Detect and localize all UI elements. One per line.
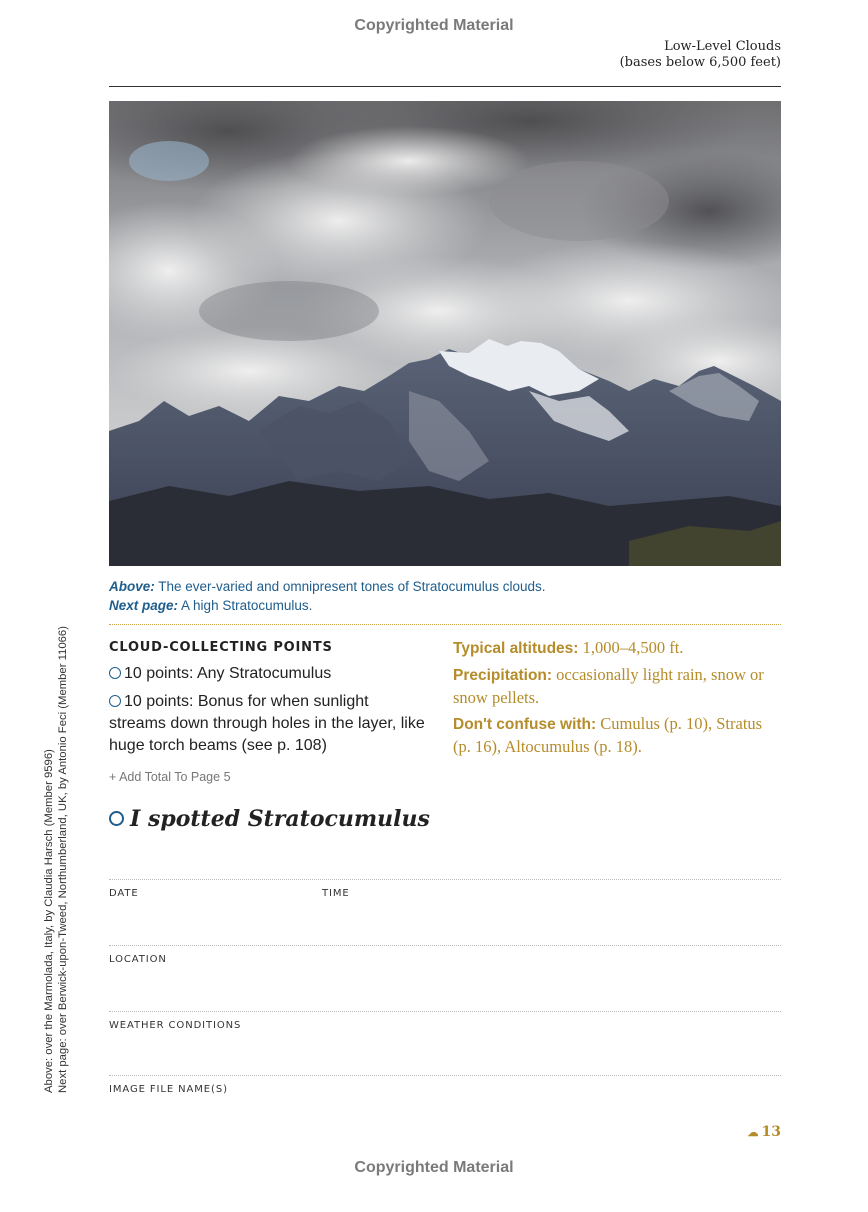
caption-next-label: Next page:	[109, 598, 179, 613]
checkbox-circle-icon[interactable]	[109, 695, 121, 707]
fact-label: Typical altitudes:	[453, 640, 579, 657]
points-item-text: 10 points: Bonus for when sunlight streams down through holes in the layer, like huge torch beams (see p. 108)	[109, 693, 425, 754]
running-head	[620, 39, 781, 71]
stratocumulus-photo	[109, 101, 781, 566]
caption-above	[109, 577, 781, 596]
photo-credits	[42, 626, 70, 1093]
page-number-value: 13	[761, 1124, 781, 1140]
caption-above-label: Above:	[109, 579, 155, 594]
points-item	[109, 663, 429, 685]
section-divider	[109, 624, 781, 625]
points-heading: CLOUD-COLLECTING POINTS	[109, 640, 333, 655]
checkbox-circle-icon[interactable]	[109, 667, 121, 679]
spotted-label: I spotted Stratocumulus	[130, 806, 430, 832]
page-number	[748, 1124, 781, 1140]
date-time-field[interactable]	[109, 879, 781, 880]
points-item	[109, 691, 429, 757]
copyright-watermark-top: Copyrighted Material	[354, 17, 514, 34]
spotted-checkbox-row	[109, 806, 430, 832]
image-file-label: IMAGE FILE NAME(S)	[109, 1084, 228, 1095]
fact-value: Cumulus (p. 10), Stratus (p. 16), Altocumulus (p. 18).	[453, 714, 763, 756]
photo-caption	[109, 577, 781, 615]
location-label: LOCATION	[109, 954, 167, 965]
weather-label: WEATHER CONDITIONS	[109, 1020, 242, 1031]
fact-label: Precipitation:	[453, 667, 553, 684]
caption-next	[109, 596, 781, 615]
fact-value: 1,000–4,500 ft.	[578, 638, 684, 657]
cloud-facts	[453, 637, 783, 762]
photo-credit-above: Above: over the Marmolada, Italy, by Claudia Harsch (Member 9596)	[43, 749, 55, 1093]
header-divider	[109, 86, 781, 87]
photo-credit-next: Next page: over Berwick-upon-Tweed, Northumberland, UK, by Antonio Feci (Member 11066)	[57, 626, 69, 1093]
fact-value: occasionally light rain, snow or snow pellets.	[453, 665, 764, 707]
date-label: DATE	[109, 888, 139, 899]
copyright-watermark-bottom: Copyrighted Material	[354, 1159, 514, 1176]
fact-confusion	[453, 713, 783, 758]
spotted-circle-icon[interactable]	[109, 811, 124, 826]
weather-field[interactable]	[109, 1011, 781, 1012]
fact-precipitation	[453, 664, 783, 709]
caption-next-text: A high Stratocumulus.	[178, 598, 313, 613]
running-head-subtitle: (bases below 6,500 feet)	[619, 55, 781, 70]
cloud-icon: ☁	[747, 1126, 759, 1139]
points-item-text: 10 points: Any Stratocumulus	[124, 665, 332, 682]
add-total-note: + Add Total To Page 5	[109, 770, 231, 784]
image-file-field[interactable]	[109, 1075, 781, 1076]
points-list	[109, 663, 429, 763]
caption-above-text: The ever-varied and omnipresent tones of Stratocumulus clouds.	[154, 579, 546, 594]
time-label: TIME	[322, 888, 350, 899]
fact-altitudes	[453, 637, 783, 660]
fact-label: Don't confuse with:	[453, 716, 597, 733]
location-field[interactable]	[109, 945, 781, 946]
running-head-title: Low-Level Clouds	[664, 39, 781, 54]
